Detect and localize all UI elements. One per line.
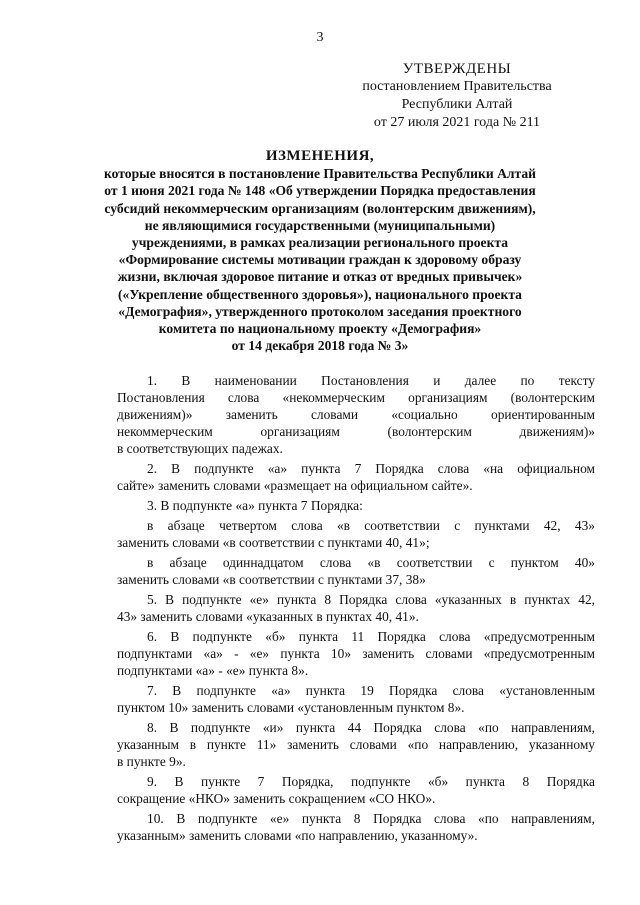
paragraph-line: заменить словами «в соответствии с пунктами 37, 38»	[117, 572, 426, 587]
paragraph-line: 8. В подпункте «и» пункта 44 Порядка слова «по направлениям,	[147, 720, 595, 735]
title-line: («Укрепление общественного здоровья»), национального проекта	[118, 286, 522, 302]
paragraph-line: некоммерческим организациям (волонтерским движениям)»	[117, 424, 595, 439]
paragraph-line: 10. В подпункте «е» пункта 8 Порядка слова «по направлениям,	[147, 811, 595, 826]
paragraph-line: сайте» заменить словами «размещает на официальном сайте».	[117, 478, 473, 493]
paragraph	[117, 628, 595, 679]
paragraph-line: 3. В подпункте «а» пункта 7 Порядка:	[147, 498, 363, 513]
paragraph-line: заменить словами «в соответствии с пунктами 40, 41»;	[117, 535, 430, 550]
title-line: «Формирование системы мотивации граждан к здоровому образу	[118, 252, 522, 268]
paragraph-line: 1. В наименовании Постановления и далее по тексту	[147, 373, 595, 388]
paragraph-line: указанным» заменить словами «по направлению, указанному».	[117, 828, 478, 843]
paragraph	[117, 773, 595, 807]
paragraph	[117, 497, 595, 514]
approval-line: постановлением Правительства	[362, 79, 552, 94]
title-line: комитета по национальному проекту «Демография»	[158, 321, 482, 337]
approval-line: от 27 июля 2021 года № 211	[373, 115, 541, 130]
approval-stamp	[352, 60, 562, 132]
title-line: субсидий некоммерческим организациям (волонтерским движениям),	[104, 200, 536, 216]
title-line: учреждениями, в рамках реализации регионального проекта	[131, 235, 509, 251]
paragraph	[117, 719, 595, 770]
title-line: жизни, включая здоровое питание и отказ от вредных привычек»	[117, 269, 523, 285]
paragraph-line: 43» заменить словами «указанных в пунктах 40, 41».	[117, 609, 419, 624]
paragraph	[117, 682, 595, 716]
paragraph-line: в абзаце четвертом слова «в соответствии с пунктами 42, 43»	[147, 518, 595, 533]
paragraph	[117, 372, 595, 457]
page-number: 3	[316, 30, 324, 45]
paragraph	[117, 591, 595, 625]
paragraph-line: пунктом 10» заменить словами «установленным пунктом 8».	[117, 700, 465, 715]
paragraph	[117, 810, 595, 844]
paragraph-line: подпунктами «а» - «е» пункта 8».	[117, 663, 309, 678]
title-line: «Демография», утвержденного протоколом заседания проектного	[118, 303, 522, 319]
paragraph-line: подпунктами «а» - «е» пункта 10» заменить словами «предусмотренным	[117, 646, 595, 661]
paragraph-line: 7. В подпункте «а» пункта 19 Порядка слова «установленным	[147, 683, 595, 698]
paragraph	[117, 460, 595, 494]
paragraph-line: 2. В подпункте «а» пункта 7 Порядка слова «на официальном	[147, 461, 595, 476]
title-line: которые вносятся в постановление Правительства Республики Алтай	[104, 166, 536, 182]
paragraph-line: сокращение «НКО» заменить сокращением «СО НКО».	[117, 791, 436, 806]
approval-head: УТВЕРЖДЕНЫ	[402, 61, 512, 77]
title-line: не являющимися государственными (муниципальными)	[144, 217, 496, 233]
paragraph-line: Постановления слова «некоммерческим организациям (волонтерским	[117, 390, 595, 405]
paragraph-line: 9. В пункте 7 Порядка, подпункте «б» пункта 8 Порядка	[147, 774, 595, 789]
title-line: от 1 июня 2021 года № 148 «Об утверждении Порядка предоставления	[104, 183, 536, 199]
paragraph	[117, 554, 595, 588]
paragraph	[117, 517, 595, 551]
document-body	[117, 372, 595, 847]
title-line: от 14 декабря 2018 года № 3»	[231, 338, 409, 354]
title-main: ИЗМЕНЕНИЯ,	[265, 148, 375, 164]
approval-line: Республики Алтай	[401, 97, 513, 112]
paragraph-line: 6. В подпункте «б» пункта 11 Порядка слова «предусмотренным	[147, 629, 595, 644]
paragraph-line: 5. В подпункте «е» пункта 8 Порядка слова «указанных в пунктах 42,	[147, 592, 595, 607]
paragraph-line: в абзаце одиннадцатом слова «в соответствии с пунктом 40»	[147, 555, 595, 570]
paragraph-line: движениям)» заменить словами «социально ориентированным	[117, 407, 595, 422]
paragraph-line: в пункте 9».	[117, 754, 186, 769]
paragraph-line: указанным в пункте 11» заменить словами «по направлению, указанному	[117, 737, 595, 752]
paragraph-line: в соответствующих падежах.	[117, 441, 283, 456]
document-title	[100, 148, 540, 354]
